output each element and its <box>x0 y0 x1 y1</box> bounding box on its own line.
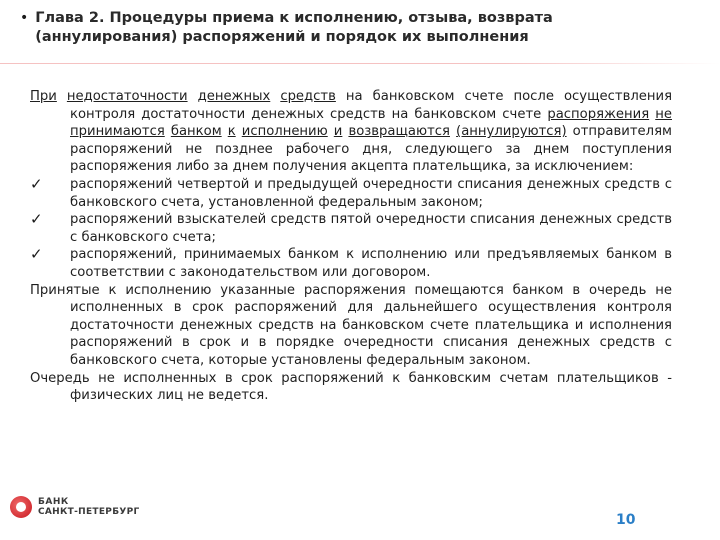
check-item-text: распоряжений четвертой и предыдущей очередности списания денежных средств с банковского счета, установленной федеральным законом; <box>70 176 672 210</box>
slide-body <box>30 88 672 405</box>
underlined-word: банком <box>170 124 222 140</box>
paragraph-2: Принятые к исполнению указанные распоряжения помещаются банком в очередь не исполненных в срок распоряжений для дальнейшего осуществления контроля достаточности денежных средств на банковском счете плательщика и исполнения распоряжений в срок и в порядке очередности списания денежных средств с банковского счета, которые установлены федеральным законом. <box>30 282 672 368</box>
logo-line-2: САНКТ-ПЕТЕРБУРГ <box>38 506 140 517</box>
bank-logo <box>10 496 140 518</box>
underlined-word: не <box>655 106 672 122</box>
underlined-word: принимаются <box>70 124 165 140</box>
underlined-word: к <box>227 124 236 140</box>
checkmark-icon: ✓ <box>30 210 43 229</box>
underlined-word: распоряжения <box>547 106 650 122</box>
underlined-word: возвращаются <box>348 124 450 140</box>
check-item-2 <box>30 211 672 246</box>
underlined-word: денежных <box>197 89 271 104</box>
underlined-word: недостаточности <box>66 89 188 104</box>
underlined-word: средств <box>280 89 336 104</box>
title-text: Глава 2. Процедуры приема к исполнению, отзыва, возврата (аннулирования) распоряжений и порядок их выполнения <box>35 10 553 45</box>
checkmark-icon: ✓ <box>30 174 43 193</box>
underlined-word: При <box>30 89 57 104</box>
bank-logo-text <box>38 497 140 518</box>
title-bullet: • <box>20 10 29 26</box>
paragraph-3: Очередь не исполненных в срок распоряжений к банковским счетам плательщиков - физических лиц не ведется. <box>30 370 672 404</box>
underlined-word: исполнению <box>241 124 328 140</box>
check-item-1 <box>30 176 672 211</box>
check-item-text: распоряжений взыскателей средств пятой очередности списания денежных средств с банковского счета; <box>70 212 672 245</box>
logo-line-1: БАНК <box>38 496 69 507</box>
title-divider <box>0 63 720 64</box>
checkmark-icon: ✓ <box>30 245 43 264</box>
bank-logo-icon <box>10 496 32 518</box>
check-item-3 <box>30 246 672 281</box>
underlined-word: (аннулируются) <box>456 124 567 140</box>
paragraph-1 <box>30 88 672 176</box>
underlined-word: и <box>333 124 343 140</box>
paragraph-1-text-a: на банковском счете после осуществления контроля достаточности денежных средств на банковском счете <box>70 89 673 122</box>
paragraph-1-text-b: отправителям распоряжений не позднее рабочего дня, следующего за днем поступления распоряжения либо за днем получения акцепта плательщика, за исключением: <box>70 124 672 175</box>
slide-title <box>20 9 680 47</box>
check-item-text: распоряжений, принимаемых банком к исполнению или предъявляемых банком в соответствии с законодательством или договором. <box>70 247 672 280</box>
page-number: 10 <box>616 512 636 528</box>
